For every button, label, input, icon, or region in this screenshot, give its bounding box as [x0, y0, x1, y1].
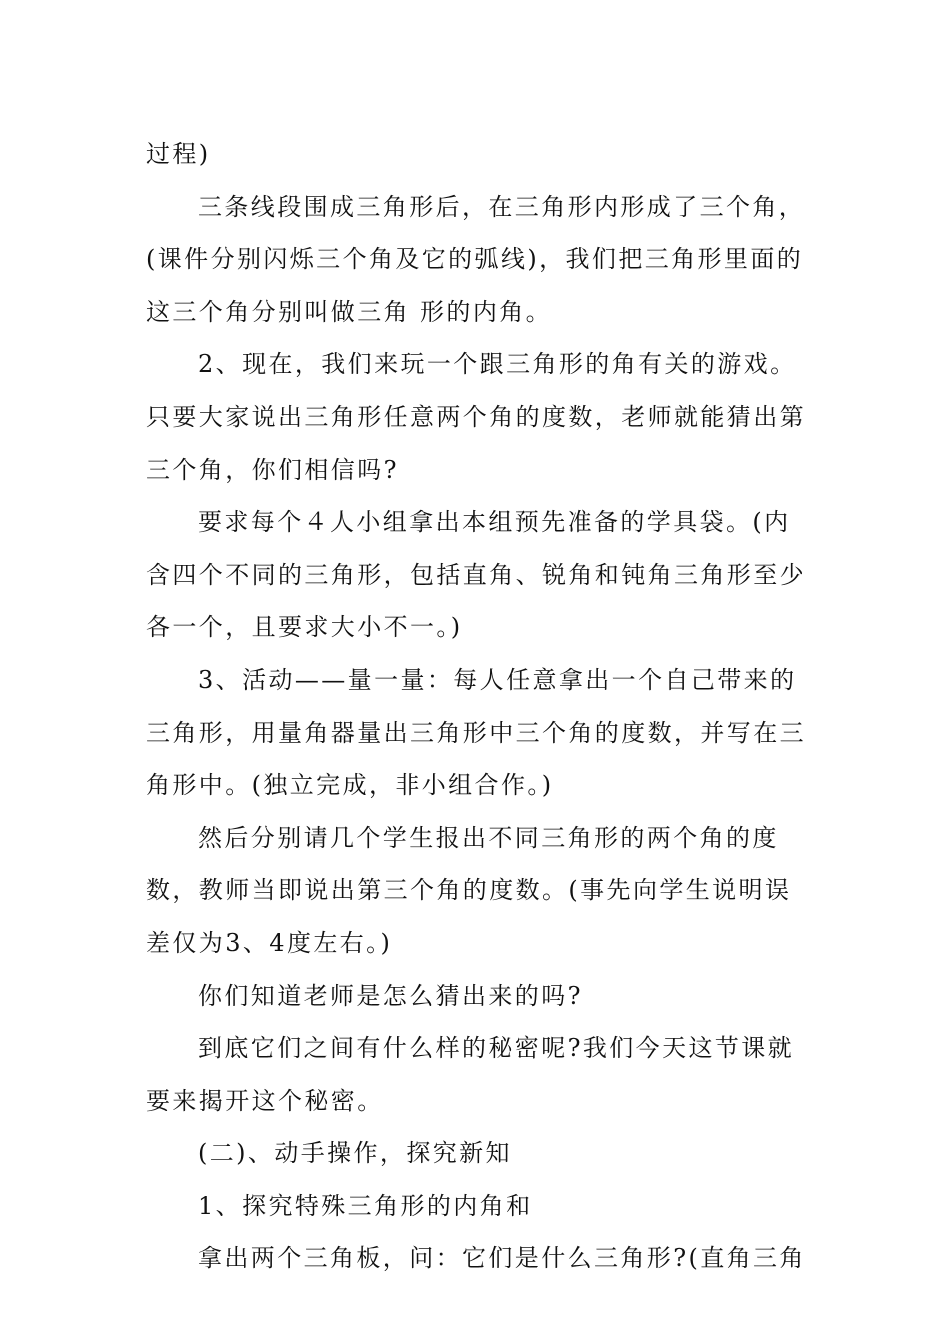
paragraph-10: 1、探究特殊三角形的内角和: [198, 1191, 533, 1220]
paragraph-9: (二)、动手操作，探究新知: [198, 1139, 512, 1168]
paragraph-4: 要求每个４人小组拿出本组预先准备的学具袋。(内含四个不同的三角形，包括直角、锐角和钝角三角形至少各一个，且要求大小不一。): [146, 508, 806, 642]
document-body: [146, 128, 810, 1285]
paragraph-5: 3、活动——量一量：每人任意拿出一个自己带来的三角形，用量角器量出三角形中三个角的度数，并写在三角形中。(独立完成，非小组合作。): [146, 665, 806, 800]
paragraph-6: 然后分别请几个学生报出不同三角形的两个角的度数，教师当即说出第三个角的度数。(事先向学生说明误差仅为3、4度左右。): [146, 823, 792, 957]
paragraph-1: 过程): [146, 140, 211, 168]
paragraph-2: 三条线段围成三角形后，在三角形内形成了三个角，(课件分别闪烁三个角及它的弧线)，我们把三角形里面的这三个角分别叫做三角 形的内角。: [146, 192, 806, 326]
paragraph-7: 你们知道老师是怎么猜出来的吗?: [198, 981, 583, 1010]
paragraph-11: 拿出两个三角板，问：它们是什么三角形?(直角三角: [198, 1244, 806, 1273]
paragraph-3: 2、现在，我们来玩一个跟三角形的角有关的游戏。只要大家说出三角形任意两个角的度数，老师就能猜出第三个角，你们相信吗?: [146, 350, 806, 484]
paragraph-8: 到底它们之间有什么样的秘密呢?我们今天这节课就要来揭开这个秘密。: [146, 1034, 795, 1115]
